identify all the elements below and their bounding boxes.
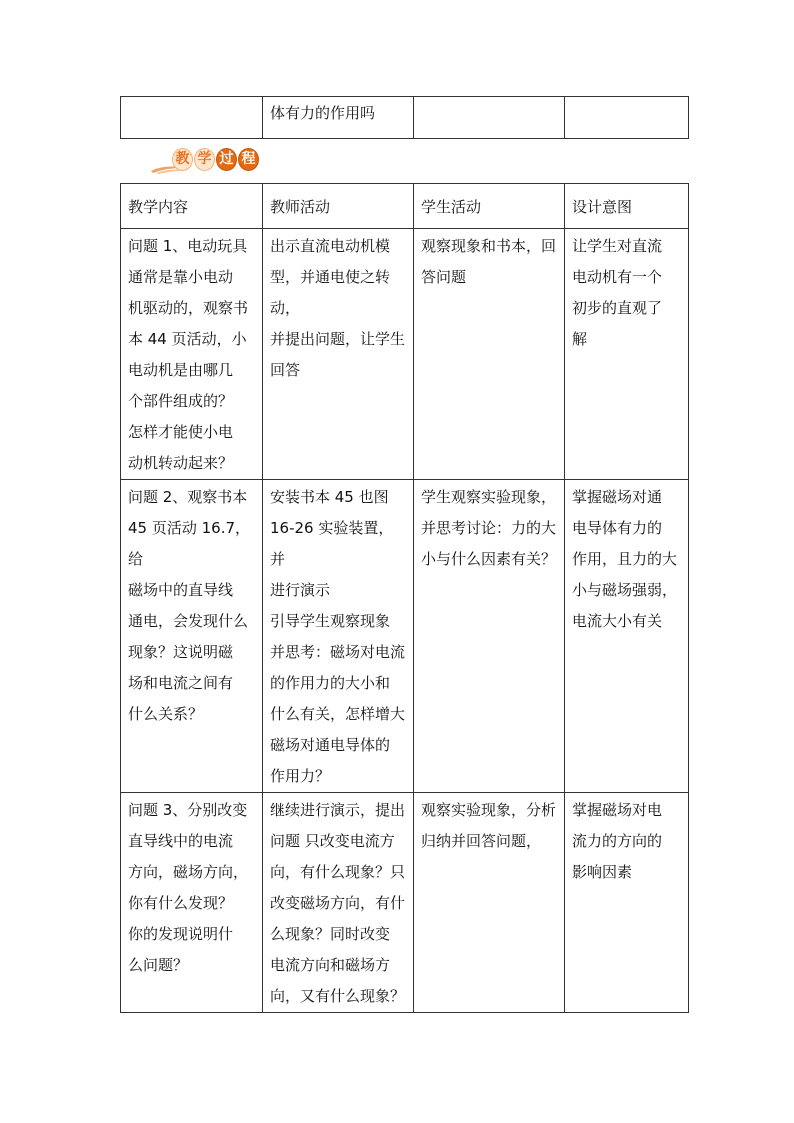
design-intent-cell: 掌握磁场对通 电导体有力的 作用，且力的大 小与磁场强弱， 电流大小有关 (565, 480, 689, 793)
student-activity-cell: 观察实验现象，分析 归纳并回答问题， (414, 793, 565, 1013)
table-cell (121, 97, 263, 139)
column-header: 教学内容 (121, 184, 263, 229)
teaching-content-cell: 问题 1、电动玩具 通常是靠小电动 机驱动的，观察书 本 44 页活动，小 电动机是由哪几 个部件组成的？ 怎样才能使小电 动机转动起来？ (121, 229, 263, 480)
table-cell: 体有力的作用吗 (263, 97, 414, 139)
teaching-process-table (120, 183, 689, 1013)
design-intent-cell: 让学生对直流 电动机有一个 初步的直观了 解 (565, 229, 689, 480)
table-cell (414, 97, 565, 139)
design-intent-cell: 掌握磁场对电 流力的方向的 影响因素 (565, 793, 689, 1013)
heading-char: 过 (216, 148, 237, 171)
continued-table (120, 96, 689, 139)
teacher-activity-cell: 出示直流电动机模 型，并通电使之转动， 并提出问题，让学生 回答 (263, 229, 414, 480)
column-header: 设计意图 (565, 184, 689, 229)
table-row (121, 793, 689, 1013)
student-activity-cell: 观察现象和书本，回 答问题 (414, 229, 565, 480)
column-header: 学生活动 (414, 184, 565, 229)
teacher-activity-cell: 继续进行演示，提出 问题 只改变电流方 向，有什么现象？只 改变磁场方向，有什 么现象？同时改变 电流方向和磁场方 向，又有什么现象？ (263, 793, 414, 1013)
column-header: 教师活动 (263, 184, 414, 229)
student-activity-cell: 学生观察实验现象， 并思考讨论：力的大 小与什么因素有关？ (414, 480, 565, 793)
table-row (121, 480, 689, 793)
teacher-activity-cell: 安装书本 45 也图 16-26 实验装置，并 进行演示 引导学生观察现象 并思考：磁场对电流 的作用力的大小和 什么有关，怎样增大 磁场对通电导体的 作用力？ (263, 480, 414, 793)
teaching-content-cell: 问题 3、分别改变 直导线中的电流 方向，磁场方向， 你有什么发现？ 你的发现说明什 么问题？ (121, 793, 263, 1013)
heading-char: 教 (172, 148, 193, 171)
table-header-row (121, 184, 689, 229)
teaching-content-cell: 问题 2、观察书本 45 页活动 16.7，给 磁场中的直导线 通电，会发现什么 现象？这说明磁 场和电流之间有 什么关系？ (121, 480, 263, 793)
table-row (121, 97, 689, 139)
heading-char: 程 (238, 148, 259, 171)
table-cell (565, 97, 689, 139)
heading-char: 学 (194, 148, 215, 171)
table-row (121, 229, 689, 480)
section-heading (150, 146, 260, 176)
